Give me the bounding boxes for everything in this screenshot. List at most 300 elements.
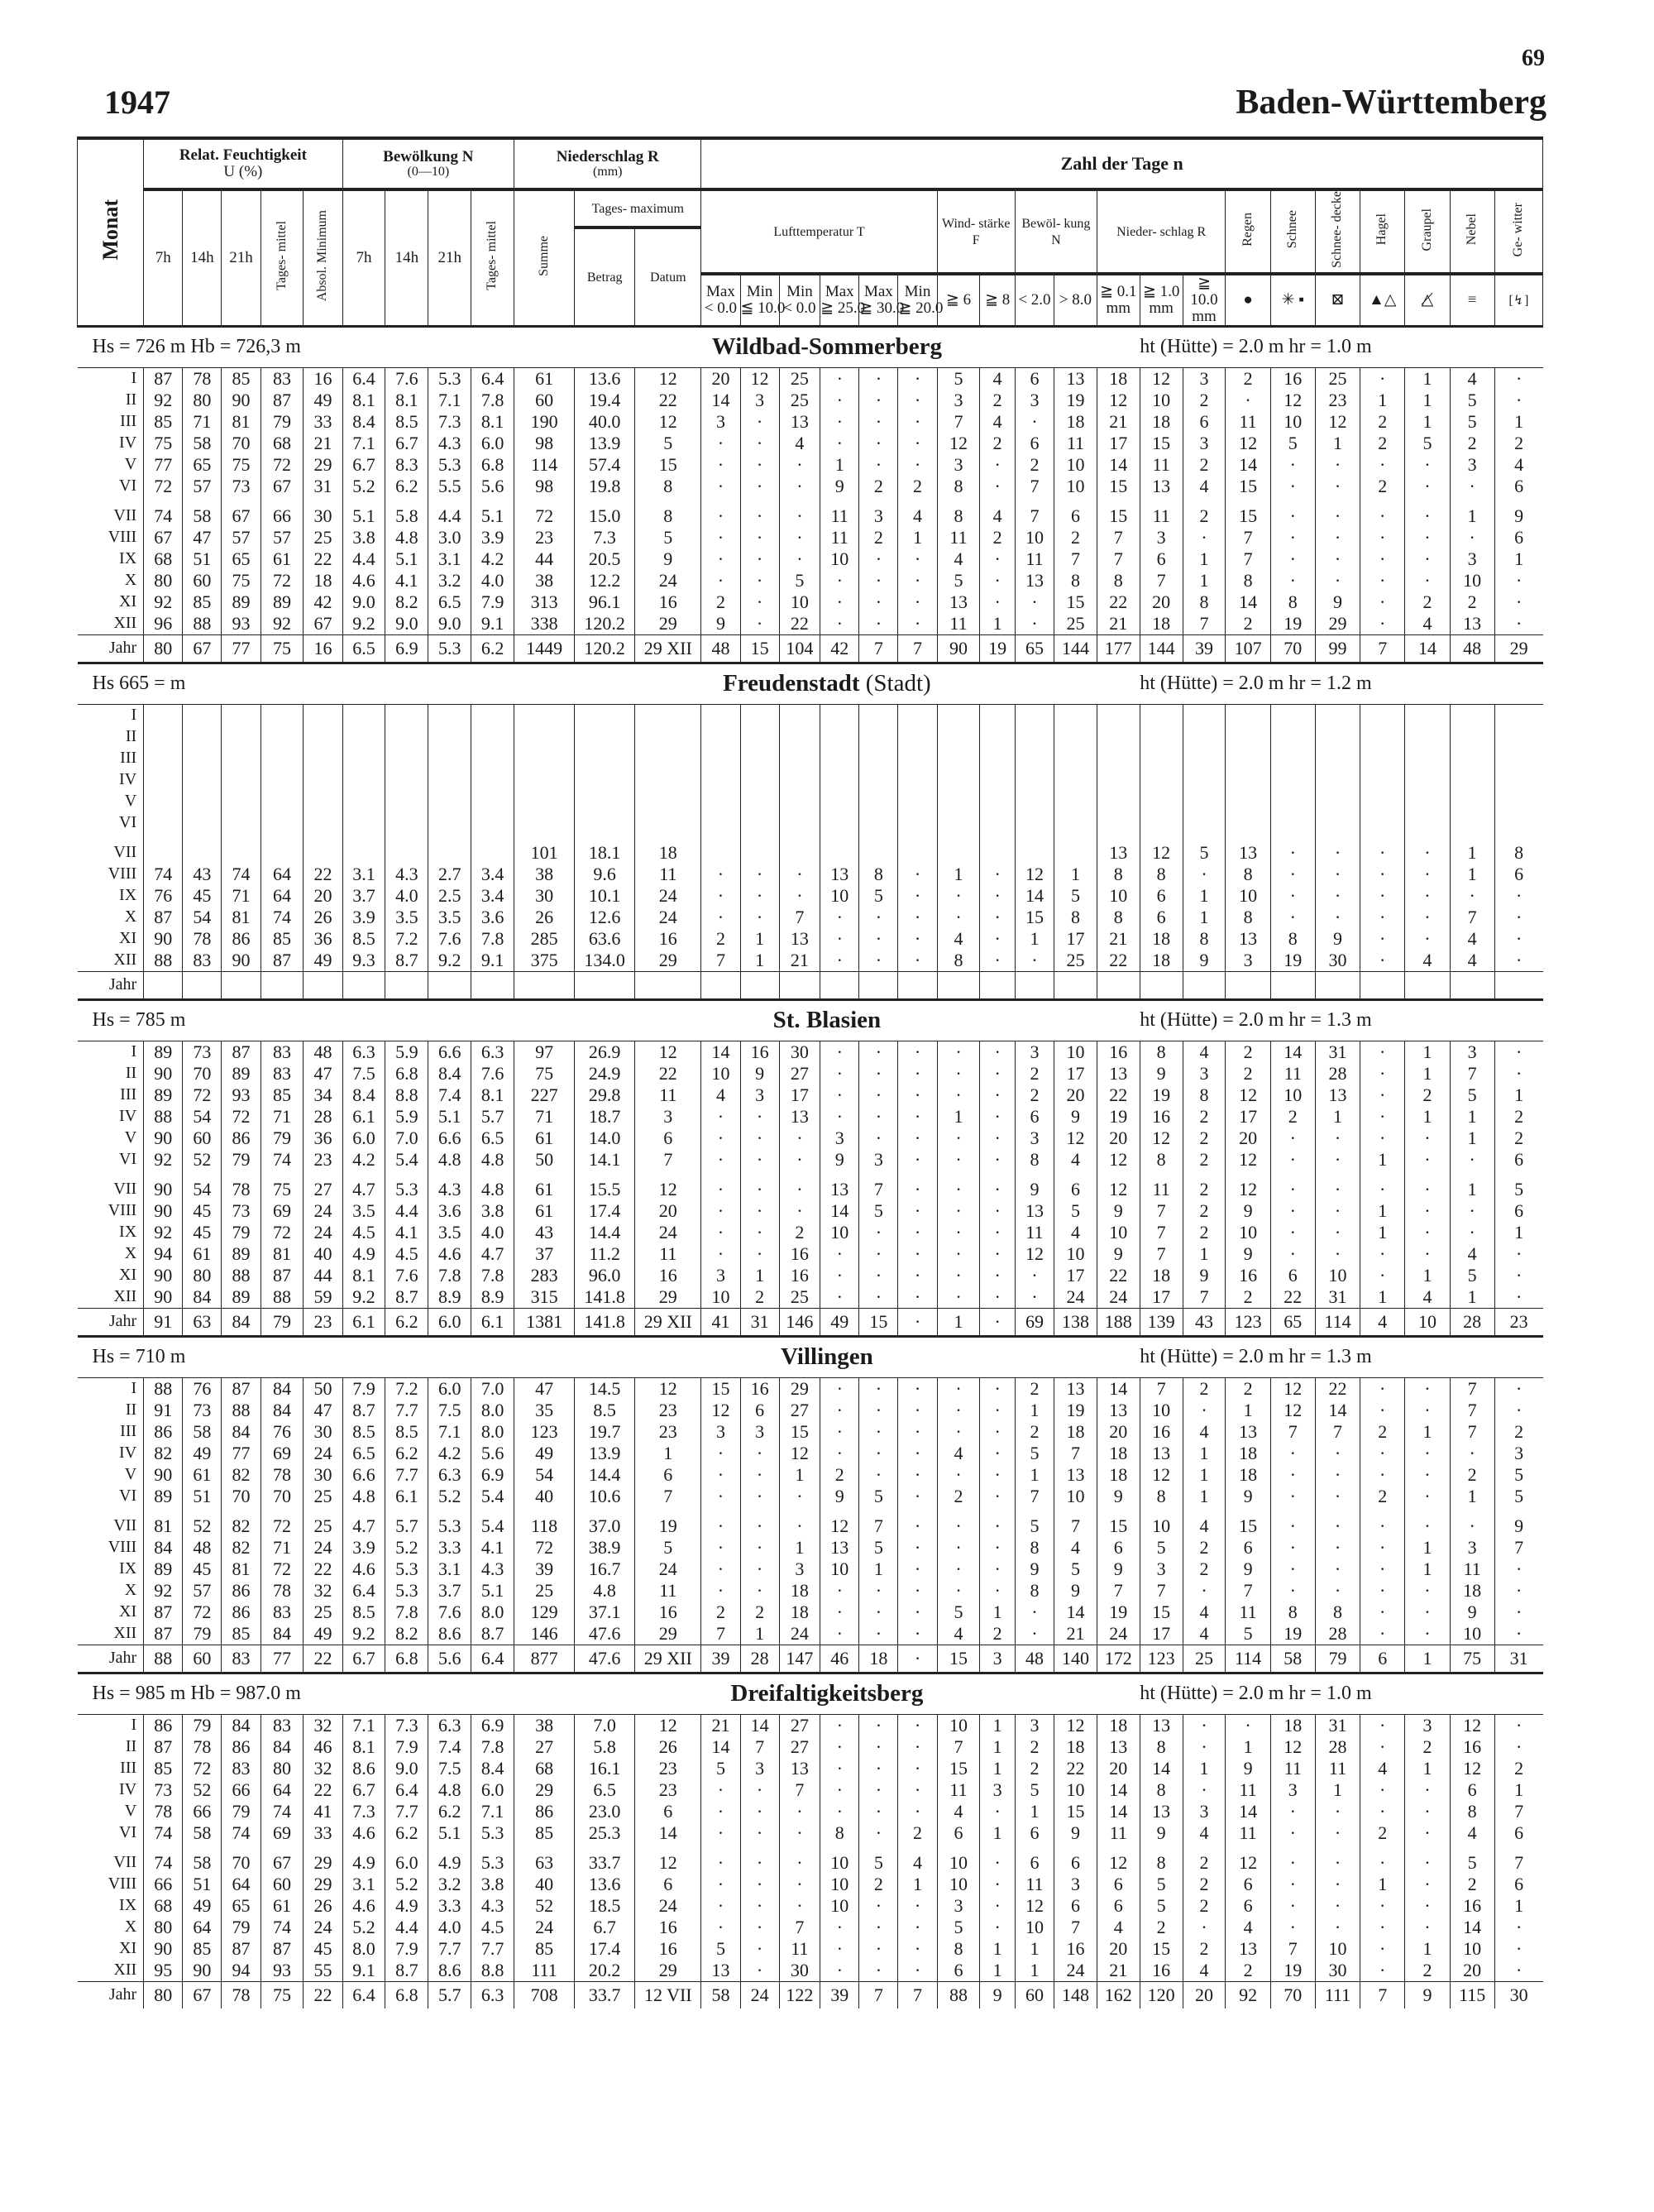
data-cell: 8.8 [385,1084,428,1106]
data-cell [820,704,859,726]
data-cell: 129 [514,1602,575,1623]
data-cell: 7.3 [342,1801,385,1822]
data-cell [1226,791,1270,812]
data-cell: 84 [261,1736,304,1758]
data-cell: 5 [1140,1537,1183,1558]
data-cell: 7.9 [342,1377,385,1400]
header-bew-gt8: > 8.0 [1054,274,1097,326]
data-cell: 76 [261,1421,304,1443]
month-label: VIII [108,528,137,547]
data-cell: 24 [304,1222,342,1243]
month-label: VIII [108,1874,137,1894]
data-cell: · [1360,1852,1405,1874]
data-cell: 15 [937,1758,980,1779]
data-cell: 9 [1405,1981,1450,2009]
data-cell: 40 [514,1874,575,1895]
data-cell: 25 [304,1486,342,1507]
data-cell: 83 [261,367,304,390]
data-cell: 48 [1015,1645,1054,1673]
data-cell: 73 [144,1779,183,1801]
data-cell [980,812,1015,834]
data-cell: · [1405,1200,1450,1222]
data-cell [937,971,980,999]
data-cell [1015,812,1054,834]
data-cell: 3 [740,1084,779,1106]
data-cell: · [820,907,859,928]
data-cell: 2 [1494,1128,1542,1149]
data-cell: 34 [304,1084,342,1106]
data-cell: · [779,1486,820,1507]
data-cell: 18 [1097,367,1140,390]
data-cell: 86 [222,1580,261,1602]
data-cell: 78 [222,1179,261,1200]
data-cell: 5 [1015,1515,1054,1537]
data-cell: 29 [1494,634,1542,663]
spacer-cell [980,1844,1015,1852]
data-cell: 10 [1015,527,1054,548]
data-cell [779,842,820,864]
data-cell: 29 [635,613,701,635]
header-windstaerke: Wind- stärke F [937,189,1015,274]
data-cell: 13.9 [575,1443,635,1464]
data-cell: 16 [1270,367,1315,390]
spacer-cell [1140,1844,1183,1852]
data-cell: 13.6 [575,367,635,390]
spacer-cell [1140,834,1183,842]
data-cell: 4.3 [385,864,428,885]
data-cell: 8 [1054,907,1097,928]
data-cell: 107 [1226,634,1270,663]
data-cell: 14 [1270,1041,1315,1063]
data-cell: 29 [779,1377,820,1400]
data-cell: 24 [304,1917,342,1938]
data-cell: 44 [514,548,575,570]
data-cell: 87 [261,390,304,411]
data-cell: · [1405,1515,1450,1537]
data-cell: 5 [701,1758,740,1779]
data-cell: 83 [261,1041,304,1063]
data-cell: 7.1 [342,1714,385,1736]
data-cell [304,971,342,999]
data-cell: · [898,1558,937,1580]
data-cell: 71 [261,1106,304,1128]
data-cell: · [859,1758,898,1779]
data-cell: 90 [183,1960,222,1982]
data-cell: 3.6 [428,1200,471,1222]
data-cell: 24 [304,1443,342,1464]
data-cell: 29 [635,1286,701,1309]
row-spacer [78,497,1543,505]
data-cell [222,791,261,812]
data-cell: 3 [1494,1443,1542,1464]
header-niederschlag: Niederschlag R (mm) [514,138,701,189]
spacer-cell [1270,834,1315,842]
data-cell: 2 [1226,1377,1270,1400]
data-cell: 6 [635,1874,701,1895]
data-cell: 8 [1226,907,1270,928]
data-cell: 70 [222,1486,261,1507]
data-cell: · [898,1779,937,1801]
data-cell: 33 [304,411,342,433]
data-cell: 80 [144,634,183,663]
data-cell: 5 [1450,1852,1494,1874]
spacer-cell [1054,834,1097,842]
data-cell: · [1360,1084,1405,1106]
data-cell: · [859,390,898,411]
data-cell [820,748,859,769]
data-cell: 3 [1226,950,1270,972]
data-cell: 5.2 [342,1917,385,1938]
station-heights: Hs = 710 m [78,1336,514,1377]
data-cell: 1 [1405,1537,1450,1558]
data-cell: 227 [514,1084,575,1106]
data-cell: 9 [1183,950,1226,972]
data-cell: 15 [1097,476,1140,497]
data-cell: 49 [304,390,342,411]
data-cell: 66 [183,1801,222,1822]
data-cell: 7 [1450,1063,1494,1084]
station-name [514,999,1140,1041]
data-cell: · [820,433,859,454]
spacer-cell [342,1507,385,1515]
data-cell: 5.4 [385,1149,428,1171]
spacer-cell [575,497,635,505]
data-cell: 14 [1097,1801,1140,1822]
data-cell: 10 [1450,1938,1494,1960]
data-cell: 14.4 [575,1464,635,1486]
data-cell: 19 [1097,1602,1140,1623]
data-cell: · [980,1400,1015,1421]
data-cell: 8.1 [342,1265,385,1286]
data-cell: 5 [1054,1558,1097,1580]
data-cell: 4 [1450,367,1494,390]
data-cell: 4 [980,505,1015,527]
data-cell: · [1405,1852,1450,1874]
data-cell [859,769,898,791]
data-cell: 6.9 [471,1714,514,1736]
data-cell: 33.7 [575,1852,635,1874]
spacer-cell [1097,834,1140,842]
data-cell: 4.9 [385,1895,428,1917]
data-cell: 25 [779,390,820,411]
data-cell: 5.3 [428,634,471,663]
data-cell: 48 [701,634,740,663]
data-cell: 7.1 [428,1421,471,1443]
data-cell: 1 [980,1714,1015,1736]
data-cell: 4 [1405,1286,1450,1309]
data-cell: 5.2 [385,1537,428,1558]
header-niederschlag-tage: Nieder- schlag R [1097,189,1226,274]
data-cell: · [1360,1558,1405,1580]
data-cell: 10 [1270,1084,1315,1106]
spacer-cell [1315,497,1360,505]
data-cell: 2 [1360,411,1405,433]
header-feuchte: Relat. Feuchtigkeit U (%) [144,138,342,189]
data-cell [820,971,859,999]
data-cell: 2 [1360,476,1405,497]
data-cell: 39 [1183,634,1226,663]
spacer-cell [342,834,385,842]
data-cell: 6 [1270,1265,1315,1286]
data-cell [1140,769,1183,791]
data-cell: 9 [1226,1243,1270,1265]
data-cell: 87 [144,1602,183,1623]
data-cell: 9 [1494,1515,1542,1537]
data-cell: 3 [1405,1714,1450,1736]
data-cell: 6.6 [428,1128,471,1149]
data-cell: 8 [859,864,898,885]
data-cell: 60 [183,570,222,591]
data-cell: 1 [980,613,1015,635]
data-cell: · [740,613,779,635]
data-cell: · [1405,1179,1450,1200]
data-cell: 40 [514,1486,575,1507]
data-cell: 24.9 [575,1063,635,1084]
data-cell: 28 [1315,1736,1360,1758]
data-cell: 375 [514,950,575,972]
data-cell: 3 [1015,390,1054,411]
data-cell: 2 [820,1464,859,1486]
data-cell: 7 [1140,1243,1183,1265]
data-cell: 8 [1140,1486,1183,1507]
data-cell [1270,769,1315,791]
data-cell: 5.1 [428,1822,471,1844]
data-cell [1360,704,1405,726]
year-total-row [78,1981,1543,2009]
spacer-cell [1097,1844,1140,1852]
data-cell: 58 [183,505,222,527]
data-cell: 13.6 [575,1874,635,1895]
data-cell: · [980,1128,1015,1149]
spacer-cell [222,497,261,505]
data-cell: 8 [937,505,980,527]
data-cell: 5 [1450,1084,1494,1106]
data-cell: 2 [1183,454,1226,476]
data-cell: · [898,591,937,613]
data-cell: · [898,1486,937,1507]
data-cell [1494,812,1542,834]
data-cell: · [937,1041,980,1063]
data-cell: 5 [859,1200,898,1222]
data-cell: 94 [144,1243,183,1265]
data-cell: 10 [820,1874,859,1895]
data-cell: · [898,1464,937,1486]
spacer-cell [635,1507,701,1515]
spacer-cell [471,1171,514,1179]
station-name [514,1336,1140,1377]
data-cell: 29 [1315,613,1360,635]
data-cell: · [820,591,859,613]
data-cell [261,791,304,812]
data-cell: 14 [1015,885,1054,907]
data-cell: · [937,1580,980,1602]
data-cell: 8.0 [471,1421,514,1443]
data-cell: 12 [1226,433,1270,454]
data-cell: 17.4 [575,1200,635,1222]
data-cell: 1 [1405,1421,1450,1443]
data-cell [1140,791,1183,812]
data-cell: · [980,907,1015,928]
data-cell: 79 [261,1128,304,1149]
data-cell: 66 [261,505,304,527]
data-cell: 4 [1226,1917,1270,1938]
table-row [78,1179,1543,1200]
data-cell: 1 [1360,1200,1405,1222]
data-cell: 8.2 [385,1623,428,1645]
data-cell: 74 [261,1917,304,1938]
data-cell: · [1360,1515,1405,1537]
spacer-cell [222,834,261,842]
data-cell [1450,726,1494,748]
data-cell: 9 [1494,505,1542,527]
data-cell: 7 [779,907,820,928]
data-cell: · [820,1779,859,1801]
data-cell: 4.6 [428,1243,471,1265]
data-cell: 5 [937,1917,980,1938]
data-cell: · [980,1308,1015,1336]
spacer-cell [514,1844,575,1852]
data-cell: · [1315,454,1360,476]
data-cell: 8 [635,505,701,527]
data-cell: 13 [1226,928,1270,950]
data-cell: 22 [304,1645,342,1673]
station-heights: Hs = 726 m Hb = 726,3 m [78,326,514,367]
spacer-cell [937,1844,980,1852]
data-cell: 5.3 [385,1179,428,1200]
data-cell: · [1315,1917,1360,1938]
data-cell: · [937,1377,980,1400]
data-cell [701,704,740,726]
data-cell: · [779,1852,820,1874]
data-cell: · [779,1895,820,1917]
data-cell: 19 [1270,613,1315,635]
data-cell: · [937,1128,980,1149]
table-row [78,1063,1543,1084]
data-cell: 5.1 [385,548,428,570]
data-cell: 12 [1140,367,1183,390]
spacer-cell [222,1171,261,1179]
data-cell: · [740,1243,779,1265]
data-cell: 5.9 [385,1106,428,1128]
data-cell: 79 [1315,1645,1360,1673]
data-cell: · [898,390,937,411]
table-row [78,769,1543,791]
data-cell: 73 [222,1200,261,1222]
data-cell: 86 [222,1736,261,1758]
data-cell: 5 [859,1537,898,1558]
data-cell: · [1360,527,1405,548]
data-cell: 6 [1097,1537,1140,1558]
data-cell: · [1450,1149,1494,1171]
data-cell: 63.6 [575,928,635,950]
data-cell: · [820,1106,859,1128]
data-cell: 21 [1054,1623,1097,1645]
data-cell [1097,704,1140,726]
data-cell: · [937,1286,980,1309]
month-label: III [120,1085,137,1104]
data-cell: 89 [222,1063,261,1084]
data-cell: 147 [779,1645,820,1673]
data-cell: · [1360,1377,1405,1400]
data-cell [575,812,635,834]
data-cell: · [820,1063,859,1084]
table-row [78,1200,1543,1222]
data-cell: 87 [222,1938,261,1960]
data-cell: 4.2 [342,1149,385,1171]
data-cell: 3 [701,1421,740,1443]
spacer-cell [261,834,304,842]
data-cell: 49 [183,1443,222,1464]
data-cell: 28 [740,1645,779,1673]
data-cell [1226,748,1270,769]
data-cell: 23 [304,1308,342,1336]
data-cell: · [701,476,740,497]
data-cell: 71 [222,885,261,907]
data-cell: · [937,1179,980,1200]
data-cell: · [980,1243,1015,1265]
data-cell: · [701,907,740,928]
data-cell: · [1360,1714,1405,1736]
data-cell: 18.7 [575,1106,635,1128]
data-cell: 78 [183,928,222,950]
data-cell [1140,748,1183,769]
data-cell: 4 [1360,1308,1405,1336]
table-row [78,791,1543,812]
data-cell: 7.7 [385,1464,428,1486]
month-label: I [78,1041,144,1063]
data-cell: 15 [859,1308,898,1336]
data-cell: · [701,505,740,527]
data-cell: 1 [1450,842,1494,864]
data-cell: 13 [1015,570,1054,591]
month-label: XI [119,1266,137,1285]
data-cell: 1 [1183,548,1226,570]
data-cell: · [1405,1917,1450,1938]
data-cell: · [1315,1243,1360,1265]
data-cell: 39 [820,1981,859,2009]
data-cell: 2.7 [428,864,471,885]
data-cell: · [1270,527,1315,548]
data-cell: · [937,1063,980,1084]
data-cell: · [980,1558,1015,1580]
data-cell: 13 [701,1960,740,1982]
data-cell: · [937,1558,980,1580]
data-cell: 7.6 [428,928,471,950]
data-cell: · [1405,1801,1450,1822]
month-label: VI [119,813,137,832]
data-cell: · [1226,1714,1270,1736]
data-cell: 18 [1226,1464,1270,1486]
graupel-symbol-icon: △̸ [1405,274,1450,326]
data-cell: 6.4 [471,367,514,390]
data-cell: 45 [304,1938,342,1960]
data-cell: 3.4 [471,864,514,885]
data-cell: 4 [937,928,980,950]
data-cell: 23 [1494,1308,1542,1336]
data-cell: 12 [635,1714,701,1736]
data-cell: 7 [859,634,898,663]
data-cell: 4 [1405,613,1450,635]
data-cell: 11 [820,527,859,548]
data-cell: 88 [183,613,222,635]
jahr-label: Jahr [78,1981,144,2009]
data-cell: 57 [261,527,304,548]
data-cell: 1 [779,1464,820,1486]
data-cell: 12 [1015,1243,1054,1265]
data-cell: · [859,548,898,570]
data-cell: · [898,1377,937,1400]
data-cell: · [1315,1515,1360,1537]
